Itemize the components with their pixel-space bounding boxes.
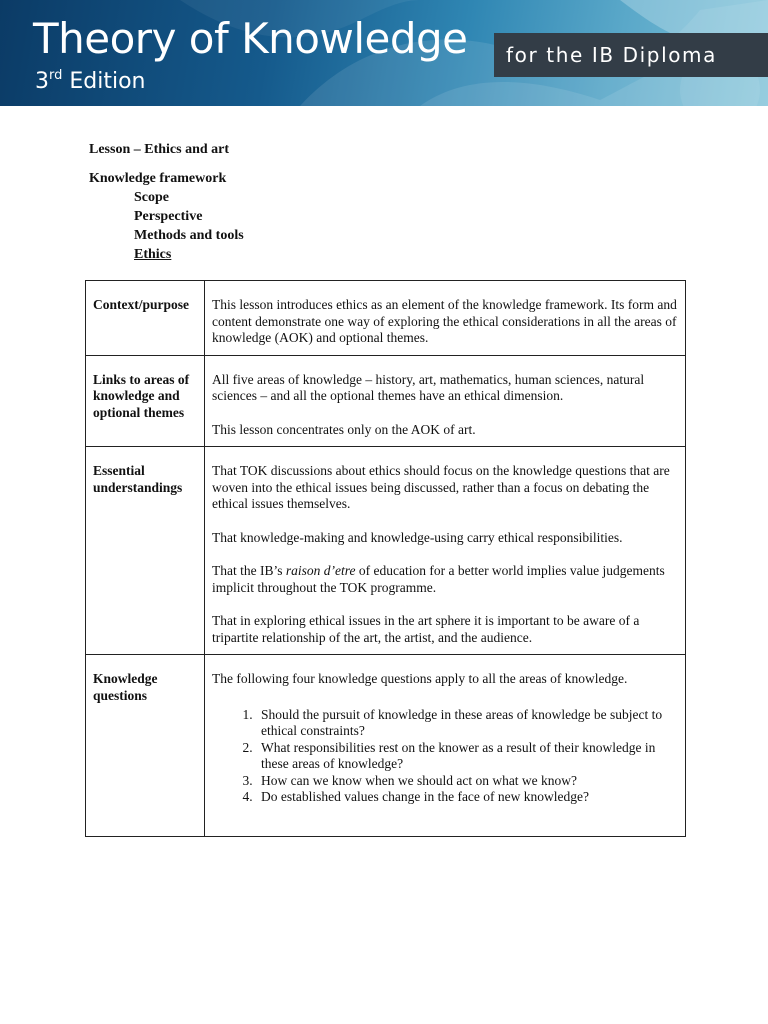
edition-label [35,62,146,96]
edition-number: 3 [35,69,49,94]
context-text: This lesson introduces ethics as an element of the knowledge framework. Its form and content demonstrate one way of exploring the ethical considerations in all the areas of knowledge (AOK) and optional themes. [212,297,677,345]
essential-paragraph: That knowledge-making and knowledge-using carry ethical responsibilities. [212,529,623,545]
framework-item-ethics: Ethics [134,247,172,262]
questions-intro: The following four knowledge questions apply to all the areas of knowledge. [212,671,628,686]
list-item: 4. Do established values change in the face of new knowledge? [256,789,678,806]
ib-diploma-tagline: for the IB Diploma [494,33,768,77]
table-row [86,355,686,447]
framework-item-scope: Scope [134,190,169,205]
row-content-links [205,355,686,447]
essential-text: That the IB’s [212,563,286,578]
lesson-meta [89,140,244,264]
row-content-questions [205,655,686,837]
list-item: 2. What responsibilities rest on the knower as a result of their knowledge in these areas of knowledge? [256,740,678,773]
framework-heading: Knowledge framework [89,171,227,186]
essential-emphasis: raison d’etre [285,563,356,578]
essential-text: of education for a better world implies value judgements implicit throughout the TOK programme. [212,563,665,595]
essential-paragraph: That in exploring ethical issues in the art sphere it is important to be aware of a tripartite relationship of the art, the artist, and the audience. [212,613,640,645]
questions-list [212,707,678,806]
book-title: Theory of Knowledge [33,14,468,63]
row-heading-context: Context/purpose [86,281,205,356]
edition-word: Edition [69,69,146,94]
row-content-essential [205,447,686,655]
links-paragraph: All five areas of knowledge – history, art, mathematics, human sciences, natural sciences – and all the optional themes have an ethical dimension. [212,371,645,403]
edition-suffix: rd [49,68,63,83]
framework-item-perspective: Perspective [134,209,203,224]
row-heading-links: Links to areas of knowledge and optional themes [86,355,205,447]
table-row [86,655,686,837]
table-row [86,281,686,356]
row-content-context [205,281,686,356]
lesson-title: Lesson – Ethics and art [89,142,230,157]
framework-item-methods: Methods and tools [134,228,244,243]
table-row [86,447,686,655]
list-item: 1. Should the pursuit of knowledge in these areas of knowledge be subject to ethical constraints? [256,707,678,740]
row-heading-essential: Essential understandings [86,447,205,655]
links-paragraph: This lesson concentrates only on the AOK of art. [212,421,476,437]
row-heading-questions: Knowledge questions [86,655,205,837]
list-item: 3. How can we know when we should act on what we know? [256,773,678,790]
header-banner [0,0,768,106]
essential-paragraph [212,563,678,596]
essential-paragraph: That TOK discussions about ethics should focus on the knowledge questions that are woven into the ethical issues being discussed, rather than a focus on debating the ethical issues themselves. [212,463,670,511]
lesson-plan-table [85,280,686,837]
